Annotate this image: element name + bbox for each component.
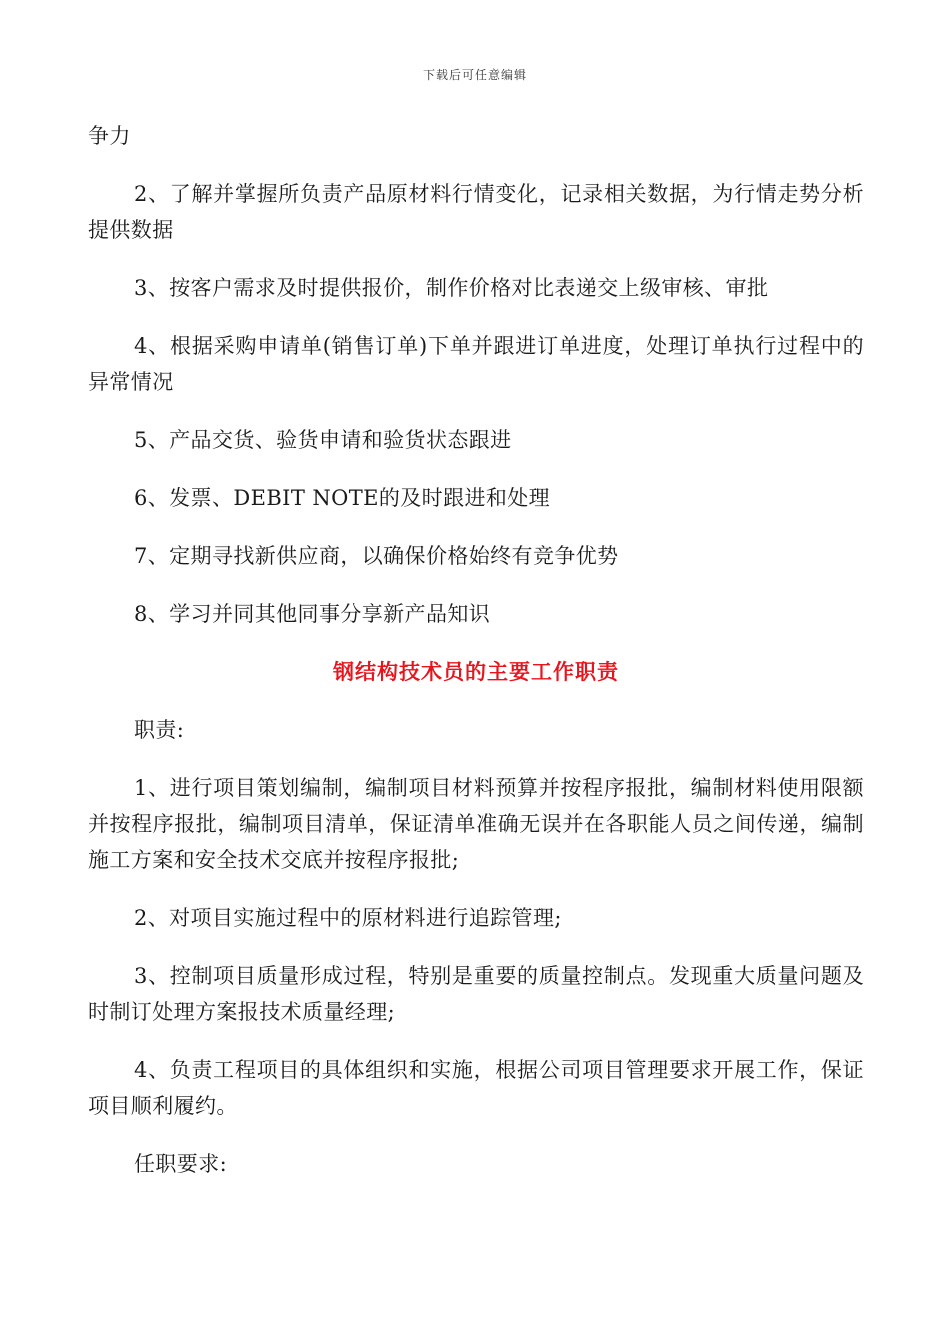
duty-item: 6、发票、DEBIT NOTE的及时跟进和处理 xyxy=(134,486,551,510)
continuation-text: 争力 xyxy=(88,124,131,148)
duty-item: 4、负责工程项目的具体组织和实施，根据公司项目管理要求开展工作，保证项目顺利履约。 xyxy=(88,1058,864,1118)
requirements-label: 任职要求: xyxy=(134,1152,228,1176)
duty-item: 7、定期寻找新供应商，以确保价格始终有竞争优势 xyxy=(134,544,619,568)
duty-item: 2、了解并掌握所负责产品原材料行情变化，记录相关数据，为行情走势分析提供数据 xyxy=(88,182,864,242)
document-body xyxy=(88,118,864,1204)
duty-item: 8、学习并同其他同事分享新产品知识 xyxy=(134,602,491,626)
duty-item: 5、产品交货、验货申请和验货状态跟进 xyxy=(134,428,512,452)
duty-item: 4、根据采购申请单(销售订单)下单并跟进订单进度，处理订单执行过程中的异常情况 xyxy=(88,334,864,394)
header-note: 下载后可任意编辑 xyxy=(422,68,527,82)
duties-label: 职责: xyxy=(134,718,185,742)
duty-item: 3、控制项目质量形成过程，特别是重要的质量控制点。发现重大质量问题及时制订处理方案报技术质量经理; xyxy=(88,964,864,1024)
duty-item: 1、进行项目策划编制，编制项目材料预算并按程序报批，编制材料使用限额并按程序报批，编制项目清单，保证清单准确无误并在各职能人员之间传递，编制施工方案和安全技术交底并按程序报批; xyxy=(88,776,864,872)
duty-item: 2、对项目实施过程中的原材料进行追踪管理; xyxy=(134,906,562,930)
duty-item: 3、按客户需求及时提供报价，制作价格对比表递交上级审核、审批 xyxy=(134,276,769,300)
section-title: 钢结构技术员的主要工作职责 xyxy=(333,660,619,684)
